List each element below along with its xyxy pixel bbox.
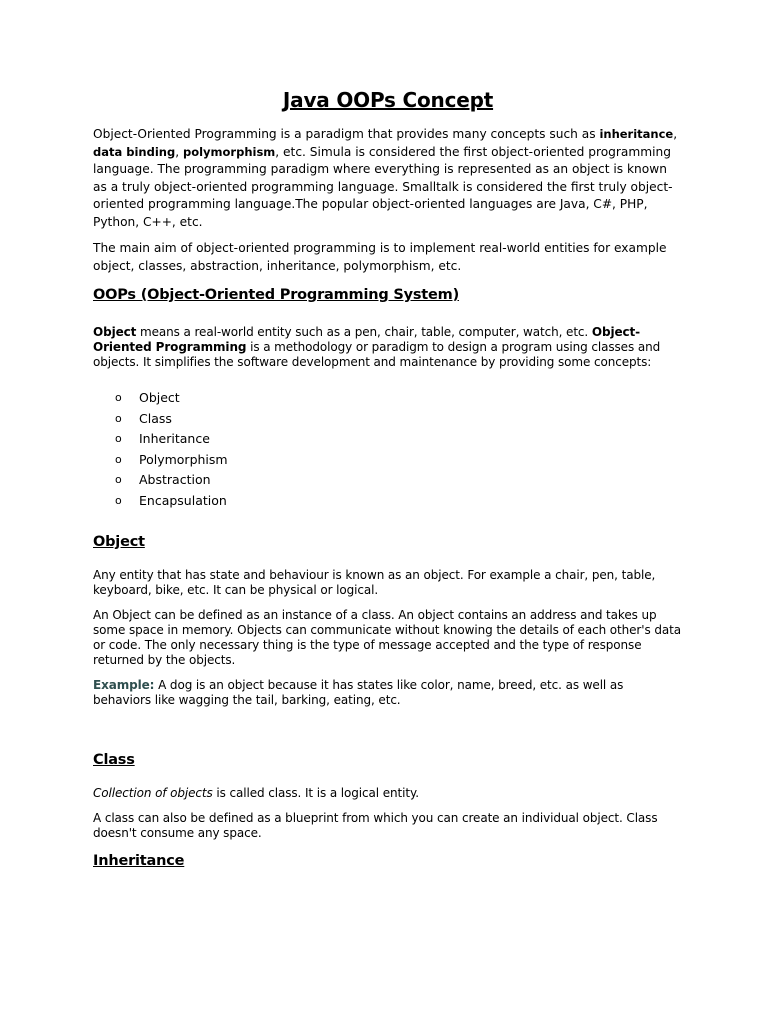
list-item	[115, 429, 683, 450]
section-heading-class: Class	[93, 751, 135, 768]
class-text-1: is called class. It is a logical entity.	[212, 785, 419, 800]
example-label: Example:	[93, 677, 155, 692]
object-paragraph-2: An Object can be defined as an instance of a class. An object contains an address and takes up some space in memory. Objects can communicate without knowing the details of each other's data or code. The only necessary thing is the type of message accepted and the type of response returned by the objects.	[93, 607, 681, 667]
bullet-icon: o	[115, 391, 122, 404]
bullet-icon: o	[115, 473, 122, 487]
spacer	[93, 768, 683, 786]
oops-text-2: is a methodology or paradigm to design a program using classes and objects. It simplifies the software development and maintenance by providing some concepts:	[93, 340, 661, 369]
class-paragraph-2: A class can also be defined as a blueprint from which you can create an individual object. Class doesn't consume any space.	[93, 810, 658, 840]
list-item	[115, 470, 683, 491]
keyword-separator: ,	[673, 127, 678, 141]
list-item	[115, 491, 683, 512]
document-page	[93, 88, 683, 869]
bullet-icon: o	[115, 452, 122, 466]
keyword-data-binding: data binding	[93, 144, 176, 159]
spacer	[93, 708, 683, 752]
italic-collection: Collection of objects	[93, 785, 213, 800]
keyword-inheritance: inheritance	[599, 127, 674, 141]
section-heading-oops: OOPs (Object-Oriented Programming System)	[93, 287, 460, 303]
object-paragraph-1: Any entity that has state and behaviour is known as an object. For example a chair, pen, table, keyboard, bike, etc. It can be physical or logical.	[93, 567, 656, 597]
list-item	[115, 409, 683, 430]
intro-paragraph-2: The main aim of object-oriented programming is to implement real-world entities for example object, classes, abstraction, inheritance, polymorphism, etc.	[93, 241, 667, 273]
intro-text-b: , etc. Simula is considered the first object-oriented programming language. The programming paradigm where everything is represented as an object is known as a truly object-oriented programming language. Smalltalk is considered the first truly object-oriented programming language.The popular object-oriented languages are Java, C#, PHP, Python, C++, etc.	[93, 144, 673, 229]
class-paragraph-1	[93, 786, 683, 801]
object-example-paragraph	[93, 678, 683, 708]
keyword-polymorphism: polymorphism	[182, 144, 276, 159]
list-item-label: Object	[139, 390, 180, 405]
keyword-separator: ,	[175, 144, 183, 159]
intro-text-a: Object-Oriented Programming is a paradigm that provides many concepts such as	[93, 127, 600, 141]
bullet-icon: o	[115, 411, 122, 425]
list-item-label: Class	[139, 410, 172, 426]
concepts-list	[93, 388, 683, 512]
bold-object: Object	[93, 325, 137, 339]
section-heading-inheritance: Inheritance	[93, 852, 185, 869]
list-item-label: Encapsulation	[139, 492, 227, 508]
oops-paragraph	[93, 325, 683, 370]
intro-paragraph-1	[93, 126, 683, 231]
bullet-icon: o	[115, 432, 122, 446]
bold-oop: Object-Oriented Programming	[93, 325, 641, 354]
example-text: A dog is an object because it has states like color, name, breed, etc. as well as behaviors like wagging the tail, barking, eating, etc.	[93, 677, 624, 707]
page-title: Java OOPs Concept	[282, 88, 494, 112]
list-item-label: Inheritance	[139, 431, 210, 447]
list-item-label: Abstraction	[139, 472, 211, 488]
list-item	[115, 388, 683, 409]
list-item-label: Polymorphism	[139, 451, 228, 467]
list-item	[115, 450, 683, 471]
section-heading-object: Object	[93, 533, 145, 550]
spacer	[93, 303, 683, 325]
oops-text-1: means a real-world entity such as a pen, chair, table, computer, watch, etc.	[136, 325, 592, 339]
spacer	[93, 550, 683, 568]
bullet-icon: o	[115, 493, 122, 507]
